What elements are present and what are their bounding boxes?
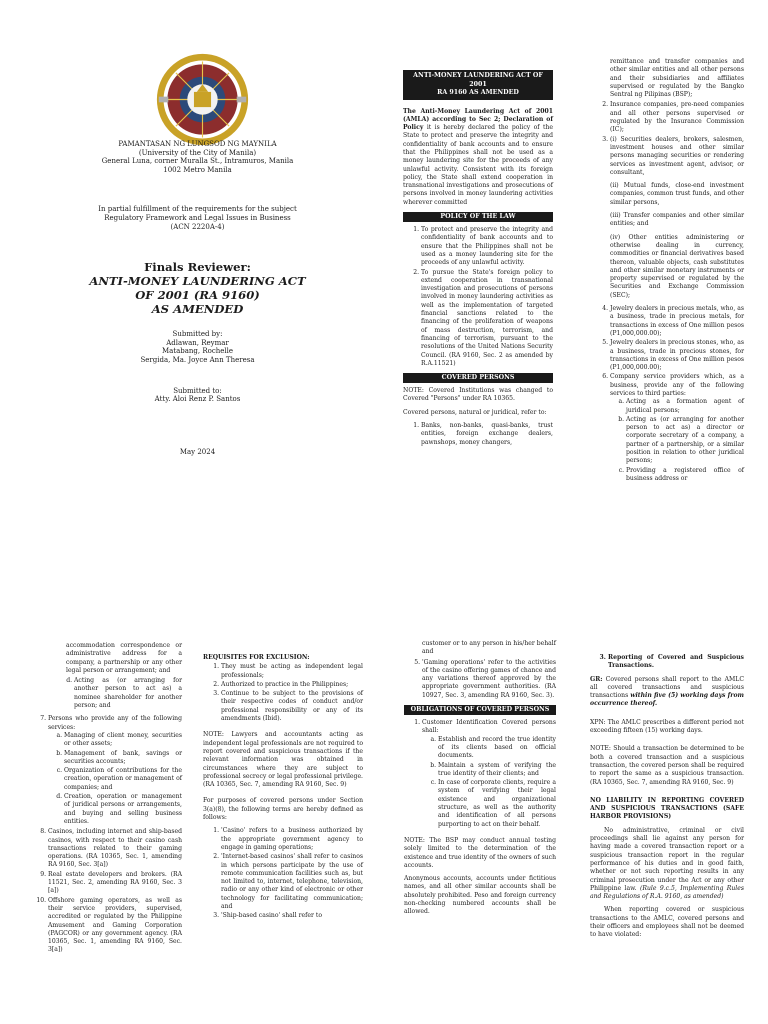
service-subitem: b. Management of bank, savings or securities accounts;	[64, 750, 182, 767]
covered-list	[403, 422, 553, 447]
covered-item: 10. Offshore gaming operators, as well as their service providers, supervised, accredited or regulated by the Philippine Amusement and Gaming Corporation (PAGCOR) or any government agency. (RA 10365, Sec. 1, amending RA 9160, Sec. 3[a])	[48, 897, 182, 955]
covered-item: 5. Jewelry dealers in precious stones, who, as a business, trade in precious stones, for transactions in excess of One million pesos (P1,000,000.00);	[610, 339, 744, 372]
covered-list-continued	[30, 715, 182, 954]
document-title-line-4: AS AMENDED	[151, 302, 244, 317]
lawyers-note: NOTE: Lawyers and accountants acting as independent legal professionals are not required to report covered and suspicious transactions if the relevant information was obtained in circumstances where they are subject to professional secrecy or legal professional privilege. (RA 10365, Sec. 7, amending RA 9160, Sec. 9)	[203, 731, 363, 789]
policy-list	[403, 226, 553, 368]
covered-subitem: (iv) Other entities administering or otherwise dealing in currency, commodities or financial derivatives based thereon, valuable objects, cash substitutes and other similar monetary instruments or property supervised or regulated by the Securities and Exchange Commission (SEC);	[610, 233, 744, 299]
safe-harbor-body: No administrative, criminal or civil proceedings shall lie against any person for having made a covered transaction report or a suspicious transaction report in the regular performance of his duties and in good faith, whether or not such reporting results in any criminal prosecution under the Act or any other Philippine law.	[590, 826, 744, 892]
covered-subitem: 3. (i) Securities dealers, brokers, salesmen, investment houses and other similar persons managing securities or rendering services as investment agent, advisor, or consultant,	[610, 135, 744, 176]
definition-item: 5. 'Gaming operations' refer to the activities of the casino offering games of chance and any variations thereof approved by the appropriate government authorities. (RA 10927, Sec. 3, amending RA 9160, Sec. 3).	[422, 659, 556, 700]
amla-intro-bold: The Anti-Money Laundering Act of 2001 (AMLA) according to Sec 2; Declaration of Policy	[403, 107, 553, 132]
author-1: Adlawan, Reymar	[166, 338, 229, 347]
exception-text: XPN: The AMLC prescribes a different period not exceeding fifteen (15) working days.	[590, 718, 744, 735]
author-2: Matabang, Rochelle	[161, 347, 234, 356]
section-header-obligations: OBLIGATIONS OF COVERED PERSONS	[404, 705, 556, 715]
page1-column-3	[592, 58, 744, 488]
service-sublist	[610, 398, 744, 483]
service-subitem: b. Acting as (or arranging for another person to act as) a director or corporate secretary of a company, a partner of a partnership, or a similar position in relation to other juridical persons;	[626, 416, 744, 466]
instructor-name: Atty. Aloi Renz P. Santos	[154, 395, 241, 404]
covered-subitem: (iii) Transfer companies and other similar entities; and	[610, 212, 744, 228]
document-title-line-1: Finals Reviewer:	[144, 260, 251, 275]
covered-item1-continued: remittance and transfer companies and other similar entities and all other persons and their subsidiaries and affiliates supervised or regulated by the Bangko Sentral ng Pilipinas (BSP);	[610, 58, 744, 99]
university-seal	[155, 52, 250, 147]
purpose-line-1: In partial fulfillment of the requirements for the subject	[98, 205, 297, 214]
covered-item: 4. Jewelry dealers in precious metals, who, as a business, trade in precious metals, for transactions in excess of One million pesos (P1,000,000.00);	[610, 305, 744, 338]
covered-item: 8. Casinos, including internet and ship-based casinos, with respect to their casino cash transactions related to their gaming operations. (RA 10365, Sec. 1, amending RA 9160, Sec. 3[a])	[48, 828, 182, 869]
header-line-2: RA 9160 AS AMENDED	[437, 89, 519, 96]
general-rule-label: GR:	[590, 675, 603, 683]
document-title-line-3: OF 2001 (RA 9160)	[135, 288, 260, 303]
dual-report-note: NOTE: Should a transaction be determined to be both a covered transaction and a suspicious transaction, the covered person shall be required to report the same as a suspicious transaction. (RA 10365, Sec. 7, amending RA 9160, Sec. 9)	[590, 745, 744, 786]
section-header-amla	[403, 70, 553, 100]
page-2	[0, 612, 768, 1024]
covered-item-text: Persons who provide any of the following services:	[48, 715, 182, 731]
address-line-1: General Luna, corner Muralla St., Intramuros, Manila	[101, 157, 294, 166]
submission-date: May 2024	[179, 447, 216, 456]
obligation-subitem: b. Maintain a system of verifying the true identity of their clients; and	[438, 762, 556, 779]
definition-item: 1. 'Casino' refers to a business authorized by the appropriate government agency to engage in gaming operations;	[221, 827, 363, 852]
policy-item: 2. To pursue the State's foreign policy to extend cooperation in transnational investigation and prosecutions of persons involved in money laundering activities as well as the implementation of targeted financial sanctions related to the financing of the proliferation of weapons of mass destruction, terrorism, and financing of terrorism, pursuant to the resolutions of the United Nations Security Council. (RA 9160, Sec. 2 as amended by R.A.11521)	[421, 269, 553, 369]
covered-subitem: (ii) Mutual funds, close-end investment companies, common trust funds, and other similar persons,	[610, 182, 744, 206]
requisites-list	[203, 663, 363, 723]
general-rule-text: Covered persons shall report to the AMLC all covered transactions and suspicious transactions	[590, 675, 744, 700]
page2-column-4	[590, 654, 744, 945]
document-title-line-2: ANTI-MONEY LAUNDERING ACT	[89, 274, 306, 289]
address-line-2: 1002 Metro Manila	[163, 165, 232, 174]
policy-item: 1. To protect and preserve the integrity and confidentiality of bank accounts and to ensure that the Philippines shall not be used as a money laundering site for the proceeds of any unlawful activity.	[421, 226, 553, 267]
service-subitem-continued: accommodation correspondence or administrative address for a company, a partnership or any other legal person or arrangement; and	[66, 642, 182, 674]
definition-item: 2. 'Internet-based casinos' shall refer to casinos in which persons participate by the use of remote communication facilities such as, but not limited to, internet, telephone, television, radio or any other kind of electronic or other technology for facilitating communication; and	[221, 853, 363, 911]
service-subitem: a. Managing of client money, securities or other assets;	[64, 732, 182, 749]
service-subitem: d. Acting as (or arranging for another person to act as) a nominee shareholder for another person; and	[74, 677, 182, 710]
covered-item	[610, 136, 744, 300]
requisites-heading: REQUISITES FOR EXCLUSION:	[203, 654, 310, 661]
safe-harbor-heading: NO LIABILITY IN REPORTING COVERED AND SUSPICIOUS TRANSACTIONS (SAFE HARBOR PROVISIONS)	[590, 796, 744, 821]
definition-continued: customer or to any person in his/her behalf and	[422, 640, 556, 656]
service-sublist-continued	[30, 677, 182, 710]
obligation-subitem: c. In case of corporate clients, require a system of verifying their legal existence and organizational structure, as well as the authority and identification of all persons purporting to act on their behalf.	[438, 779, 556, 829]
covered-intro: Covered persons, natural or juridical, refer to:	[403, 408, 547, 416]
obligation-subitem: a. Establish and record the true identity of its clients based on official documents.	[438, 736, 556, 761]
obligations-list-continued	[590, 654, 744, 671]
service-subitem: c. Organization of contributions for the creation, operation or management of companies; and	[64, 767, 182, 792]
cover-column	[75, 140, 320, 456]
covered-item	[48, 715, 182, 826]
anonymous-accounts-text: Anonymous accounts, accounts under fictitious names, and all other similar accounts shall be absolutely prohibited. Peso and foreign currency non-checking numbered accounts shall be allowed.	[404, 875, 556, 916]
general-rule-deadline: within five (5) working days from occurrence thereof.	[590, 692, 744, 708]
purpose-line-3: (ACN 2220A-4)	[170, 222, 225, 231]
submitted-to-label: Submitted to:	[173, 386, 222, 395]
page2-column-2	[203, 654, 363, 926]
university-name-english: (University of the City of Manila)	[138, 148, 257, 157]
service-subitem: c. Providing a registered office of business address or	[626, 467, 744, 484]
service-subitem: d. Creation, operation or management of juridical persons or arrangements, and buying and selling business entities.	[64, 793, 182, 826]
obligation-item-text: Customer Identification Covered persons shall:	[422, 719, 556, 735]
section-header-covered-persons: COVERED PERSONS	[403, 373, 553, 383]
covered-item: 9. Real estate developers and brokers. (RA 11521, Sec. 2, amending RA 9160, Sec. 3 [a])	[48, 871, 182, 896]
amla-intro	[403, 108, 553, 208]
obligation-sublist	[422, 736, 556, 829]
services-sublist	[48, 732, 182, 826]
requisite-item: 3. Continue to be subject to the provisions of their respective codes of conduct and/or professional responsibility or any of its amendments (Ibid).	[221, 690, 363, 723]
amla-intro-rest: it is hereby declared the policy of the State to protect and preserve the integrity and confidentiality of bank accounts and to ensure that the Philippines shall not be used as a money laundering site for the proceeds of any unlawful activity. Consistent with its foreign policy, the State shall extend cooperation in transnational investigations and prosecutions of persons involved in money laundering activities wherever committed	[403, 124, 553, 206]
covered-note: NOTE: Covered Institutions was changed to Covered "Persons" under RA 10365.	[403, 387, 553, 403]
submitted-by-label: Submitted by:	[172, 330, 223, 339]
definitions-list	[203, 827, 363, 920]
safe-harbor-citation: (Rule 9.c.5, Implementing Rules and Regulations of R.A. 9160, as amended)	[590, 884, 744, 901]
covered-item-text: Company service providers which, as a business, provide any of the following services to third parties:	[610, 373, 744, 397]
safe-harbor-text	[590, 827, 744, 902]
definitions-list-continued	[404, 659, 556, 700]
purpose-line-2: Regulatory Framework and Legal Issues in Business	[104, 213, 291, 222]
section-header-policy: POLICY OF THE LAW	[403, 212, 553, 222]
page2-column-1	[30, 642, 182, 960]
service-subitem: a. Acting as a formation agent of juridical persons;	[626, 398, 744, 415]
requisite-item: 2. Authorized to practice in the Philippines;	[221, 681, 363, 689]
page2-column-3	[404, 640, 556, 922]
requisite-item: 1. They must be acting as independent legal professionals;	[221, 663, 363, 680]
author-3: Sergida, Ma. Joyce Ann Theresa	[140, 355, 255, 364]
obligation-item	[422, 719, 556, 829]
covered-list-continued	[592, 101, 744, 483]
definitions-intro: For purposes of covered persons under Section 3(a)(8), the following terms are hereby defined as follows:	[203, 797, 363, 822]
covered-item: 2. Insurance companies, pre-need companies and all other persons supervised or regulated by the Insurance Commission (IC);	[610, 101, 744, 134]
bsp-note: NOTE: The BSP may conduct annual testing solely limited to the determination of the existence and true identity of the owners of such accounts.	[404, 836, 556, 869]
covered-item	[610, 373, 744, 483]
reporting-immunity-text: When reporting covered or suspicious transactions to the AMLC, covered persons and their officers and employees shall not be deemed to have violated:	[590, 906, 744, 939]
header-line-1: ANTI-MONEY LAUNDERING ACT OF 2001	[413, 72, 543, 88]
page1-column-2	[403, 70, 553, 452]
general-rule	[590, 676, 744, 709]
definition-item: 3. 'Ship-based casino' shall refer to	[221, 912, 363, 920]
covered-item: 1. Banks, non-banks, quasi-banks, trust entities, foreign exchange dealers, pawnshops, money changers,	[421, 422, 553, 447]
university-name: PAMANTASAN NG LUNGSOD NG MAYNILA	[118, 140, 277, 148]
obligation-item: 3. Reporting of Covered and Suspicious Transactions.	[608, 654, 744, 671]
obligations-list	[404, 719, 556, 829]
